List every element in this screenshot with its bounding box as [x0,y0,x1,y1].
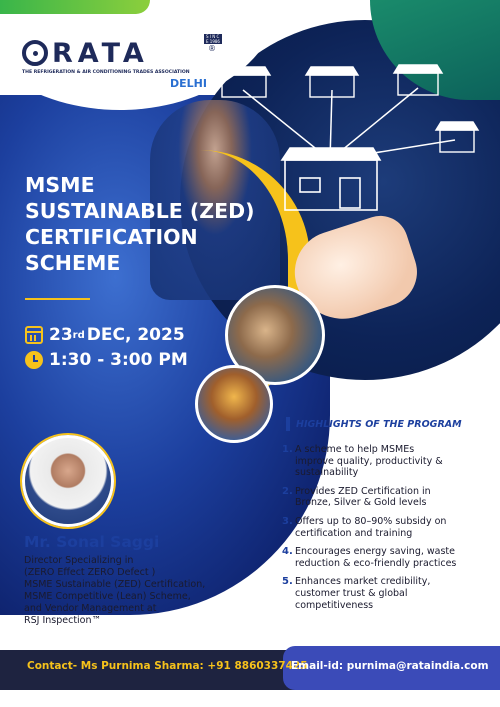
highlight-item [282,546,492,569]
bio-line: MSME Competitive (Lean) Scheme, [24,591,191,602]
rata-logo [22,34,222,90]
contact-info: Contact- Ms Purnima Sharma: +91 8860337425 [27,660,308,672]
highlight-line: sustainability [295,467,359,479]
event-date [25,322,185,348]
highlight-item [282,516,492,539]
highlight-line: certification and training [295,527,413,539]
time-text: 1:30 - 3:00 PM [49,350,188,370]
bio-line: Director Specializing in [24,555,134,566]
highlights-list [282,444,492,618]
highlight-number: 2. [282,485,293,497]
highlight-item [282,444,492,479]
highlights-heading [286,417,462,431]
highlight-line: Provides ZED Certification in [295,485,431,497]
title-line: MSME [25,173,95,197]
date-suffix: rd [72,329,85,341]
logo-gauge-icon [22,40,48,66]
highlight-number: 3. [282,515,293,527]
event-title [25,172,295,276]
highlight-number: 4. [282,546,293,558]
heading-bar [286,417,290,431]
logo-city: DELHI [170,77,207,90]
bio-line: (ZERO Effect ZERO Defect ) [24,567,156,578]
speaker-bio [24,555,279,627]
highlight-line: Encourages energy saving, waste [295,546,456,558]
highlight-item [282,576,492,611]
highlight-text [295,576,430,611]
title-line: SCHEME [25,251,121,275]
shop-icon [436,122,478,152]
highlight-text [295,516,446,539]
logo-registered-mark: ® [208,44,216,53]
title-divider [25,298,90,300]
logo-tagline: THE REFRIGERATION & AIR CONDITIONING TRADES ASSOCIATION [22,70,190,75]
bio-line: RSJ Inspection™ [24,615,102,626]
date-month-year: DEC, 2025 [86,325,185,345]
highlight-line: competitiveness [295,599,374,611]
shop-icon [394,65,442,95]
highlight-number: 5. [282,576,293,588]
speaker-avatar [22,435,114,527]
speaker-name: Mr. Sonal Saggi [24,533,160,551]
highlight-line: customer trust & global [295,587,408,599]
event-time [25,347,188,373]
logo-since-badge: S I N C E 1986 [204,34,222,44]
shop-icon [218,67,270,97]
date-day: 23 [49,325,73,345]
clock-icon [25,351,43,369]
bio-line: and Vendor Management at [24,603,157,614]
email-info: Email-id: purnima@rataindia.com [291,660,489,672]
highlight-number: 1. [282,444,293,455]
highlight-item [282,486,492,509]
artisan-shop-photo [195,365,273,443]
title-line: CERTIFICATION [25,225,198,249]
highlight-text [295,546,456,569]
highlight-line: improve quality, productivity & [295,455,443,467]
highlight-line: Bronze, Silver & Gold levels [295,497,427,509]
logo-wordmark: RATA [52,38,149,69]
highlight-line: reduction & eco-friendly practices [295,557,457,569]
shop-icon [282,148,380,210]
bottom-margin [0,690,500,707]
bio-line: MSME Sustainable (ZED) Certification, [24,579,206,590]
calendar-icon [25,326,43,344]
highlight-line: A scheme to help MSMEs [295,444,415,455]
highlight-text [295,444,443,479]
title-line: SUSTAINABLE (ZED) [25,199,255,223]
highlight-line: Offers up to 80–90% subsidy on [295,515,447,527]
highlights-title: HIGHLIGHTS OF THE PROGRAM [296,418,462,430]
highlight-line: Enhances market credibility, [295,576,431,588]
highlight-text [295,486,431,509]
